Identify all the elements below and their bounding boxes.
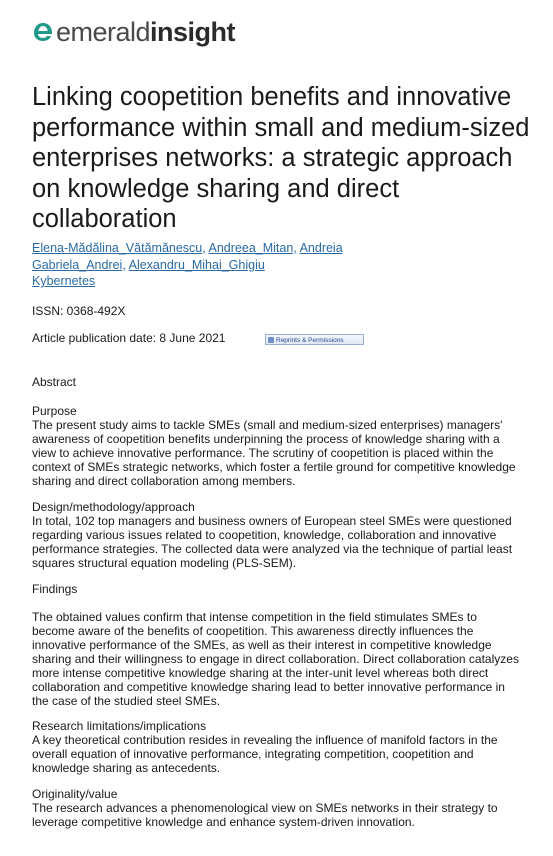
author-link[interactable]: Andreia Gabriela_Andrei, — [32, 241, 343, 272]
reprints-icon — [268, 337, 274, 343]
reprints-label: Reprints & Permissions — [276, 337, 344, 344]
logo-text-emerald: emerald — [56, 16, 151, 47]
author-list — [32, 240, 432, 274]
abstract-section-limitations — [32, 719, 522, 775]
issn-text: ISSN: 0368-492X — [32, 304, 126, 318]
abstract-heading-block — [32, 375, 522, 389]
abstract-section-design — [32, 500, 522, 570]
section-text: The obtained values confirm that intense competition in the field stimulates SMEs to become aware of the benefits of coopetition. This awareness directly influences the innovative performance of the SMEs, as well as their interest in competitive knowledge sharing and their willingness to engage in direct collaboration. Direct collaboration catalyzes more intense competitive knowledge sharing at the inter-unit level whereas both direct collaboration and competitive knowledge sharing lead to better innovative performance in the case of the studied steel SMEs. — [32, 610, 519, 708]
author-link[interactable]: Elena-Mădălina_Vătămănescu, — [32, 241, 206, 255]
author-link[interactable]: Andreea_Mitan, — [208, 241, 297, 255]
section-heading: Originality/value — [32, 787, 118, 801]
abstract-heading: Abstract — [32, 375, 77, 389]
logo-wordmark — [56, 17, 235, 48]
section-heading: Research limitations/implications — [32, 719, 207, 733]
abstract-section-purpose — [32, 404, 522, 488]
section-heading: Findings — [32, 582, 78, 596]
section-text: A key theoretical contribution resides in revealing the influence of manifold factors in the overall equation of innovative performance, integrating competition, coopetition and knowledge sharing as antecedents. — [32, 733, 498, 775]
abstract-section-originality — [32, 787, 522, 829]
publication-date: Article publication date: 8 June 2021 — [32, 331, 226, 345]
section-heading: Design/methodology/approach — [32, 500, 195, 514]
reprints-permissions-button[interactable] — [265, 334, 364, 345]
section-text: The research advances a phenomenological view on SMEs networks in their strategy to leverage competitive knowledge and enhance system-driven innovation. — [32, 801, 498, 829]
article-title: Linking coopetition benefits and innovative performance within small and medium-sized enterprises networks: a strategic approach on knowledge sharing and direct collaboration — [32, 83, 530, 233]
abstract-section-findings — [32, 582, 522, 708]
section-text: In total, 102 top managers and business owners of European steel SMEs were questioned regarding various issues related to coopetition, knowledge, collaboration and innovative performance strategies. The collected data were analyzed via the technique of partial least squares structural equation modeling (PLS-SEM). — [32, 514, 513, 570]
section-text: The present study aims to tackle SMEs (small and medium-sized enterprises) managers' awareness of coopetition benefits underpinning the process of knowledge sharing with a view to achieve innovative performance. The scrutiny of coopetition is placed within the context of SMEs strategic networks, which foster a fertile ground for competitive knowledge sharing and direct collaboration among members. — [32, 418, 516, 488]
logo-text-insight: insight — [150, 16, 236, 47]
author-link[interactable]: Alexandru_Mihai_Ghigiu — [128, 258, 265, 272]
journal-link[interactable]: Kybernetes — [32, 274, 96, 288]
emerald-logo-icon — [32, 20, 54, 44]
emerald-insight-logo[interactable] — [32, 16, 235, 48]
section-heading: Purpose — [32, 404, 77, 418]
